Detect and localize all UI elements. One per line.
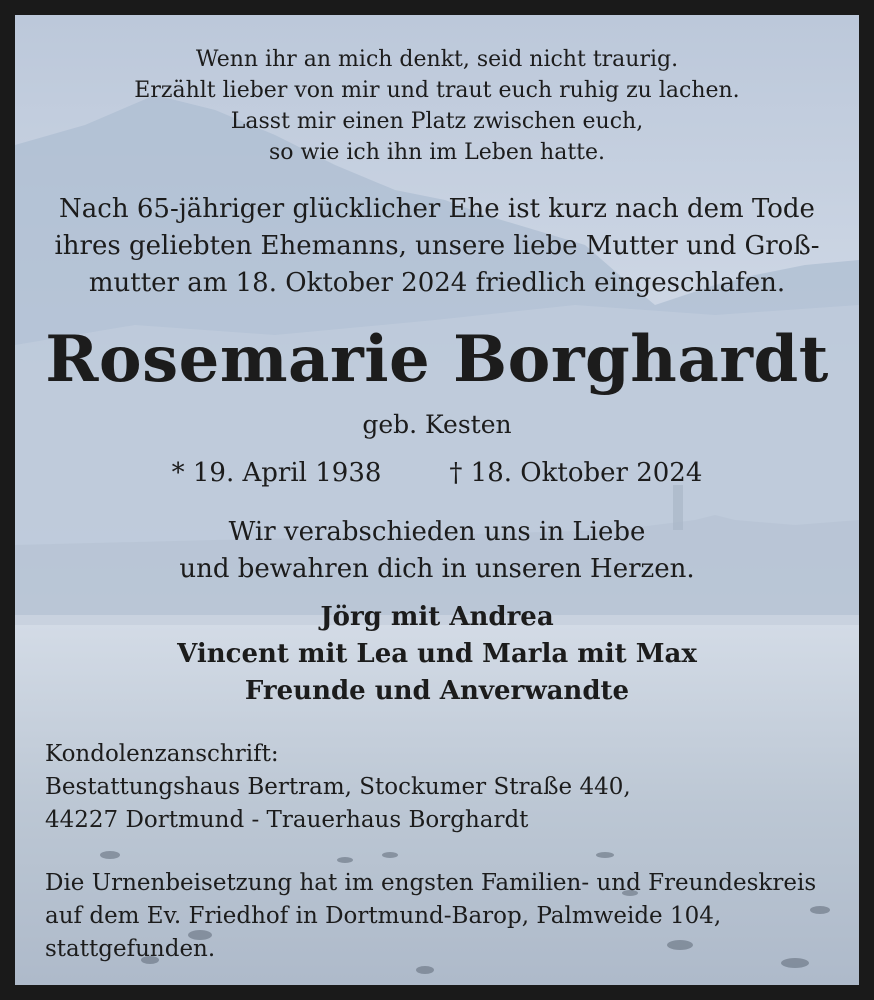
birth-date: * 19. April 1938 <box>171 458 382 488</box>
condolence-address <box>45 738 631 837</box>
poem-line: Wenn ihr an mich denkt, seid nicht traurig. <box>195 47 679 72</box>
poem-line: Lasst mir einen Platz zwischen euch, <box>230 109 644 134</box>
mourner: Jörg mit Andrea <box>320 602 554 632</box>
mourners-list <box>15 599 859 710</box>
birth-name: geb. Kesten <box>362 410 512 439</box>
burial-line: stattgefunden. <box>45 936 216 962</box>
burial-line: auf dem Ev. Friedhof in Dortmund-Barop, Palmweide 104, <box>45 903 722 929</box>
life-dates <box>15 456 859 490</box>
burial-line: Die Urnenbeisetzung hat im engsten Familien- und Freundeskreis <box>45 870 817 896</box>
mourner: Vincent mit Lea und Marla mit Max <box>177 639 697 669</box>
poem <box>15 44 859 168</box>
deceased-name: Rosemarie Borghardt <box>45 322 829 397</box>
death-date: † 18. Oktober 2024 <box>449 458 703 488</box>
poem-line: so wie ich ihn im Leben hatte. <box>268 140 606 165</box>
condolence-line: Bestattungshaus Bertram, Stockumer Straße 440, <box>45 774 631 800</box>
announcement-line: mutter am 18. Oktober 2024 friedlich eingeschlafen. <box>88 268 786 298</box>
condolence-heading: Kondolenzanschrift: <box>45 741 279 767</box>
poem-line: Erzählt lieber von mir und traut euch ruhig zu lachen. <box>134 78 740 103</box>
farewell-line: Wir verabschieden uns in Liebe <box>228 517 646 547</box>
farewell-line: und bewahren dich in unseren Herzen. <box>179 554 695 584</box>
farewell-text <box>15 514 859 588</box>
announcement-line: Nach 65-jähriger glücklicher Ehe ist kurz nach dem Tode <box>59 194 815 224</box>
mourner: Freunde und Anverwandte <box>244 676 630 706</box>
death-announcement-text <box>15 191 859 302</box>
condolence-line: 44227 Dortmund - Trauerhaus Borghardt <box>45 807 529 833</box>
burial-note <box>45 867 816 966</box>
announcement-line: ihres geliebten Ehemanns, unsere liebe Mutter und Groß- <box>54 231 820 261</box>
